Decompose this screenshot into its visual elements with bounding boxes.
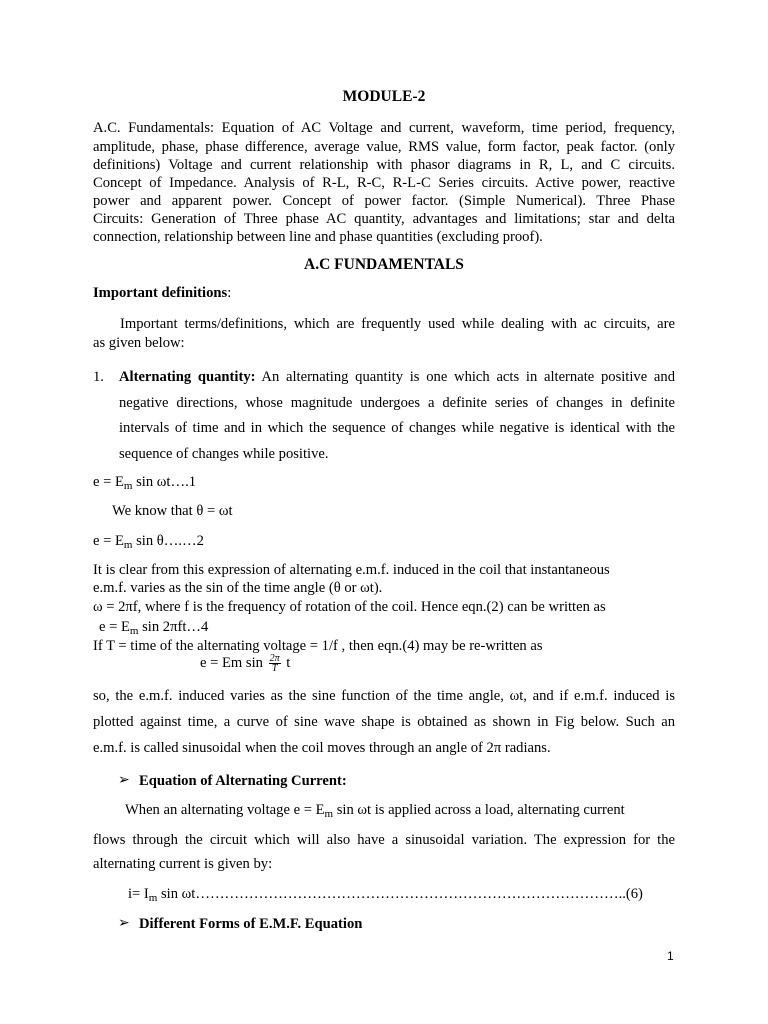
equation-subscript: m xyxy=(123,539,133,551)
definition-first-line xyxy=(119,369,675,386)
important-definitions-suffix: : xyxy=(227,285,232,301)
equation-rhs: sin ωt….1 xyxy=(132,474,197,490)
definition-text: An alternating quantity is one which acts in alternate positive and xyxy=(255,369,676,385)
intro-line: as given below: xyxy=(93,335,185,351)
equation-subscript: m xyxy=(324,808,334,820)
intro-line: Important terms/definitions, which are frequently used while dealing with ac circuits, are xyxy=(120,316,675,332)
syllabus-line: Concept of Impedance. Analysis of R-L, R-C, R-L-C Series circuits. Active power, reactive xyxy=(93,175,675,191)
period-line: If T = time of the alternating voltage = 1/f , then eqn.(4) may be re-written as xyxy=(93,638,543,654)
equation-rhs: sin ωt……………………………………………………………………………..(6) xyxy=(157,886,643,902)
definition-line: intervals of time and in which the sequence of changes while negative is identical with the xyxy=(119,420,675,436)
page-number: 1 xyxy=(667,949,674,963)
bullet-arrow-icon: ➢ xyxy=(118,916,130,931)
sine-line: e.m.f. is called sinusoidal when the coil moves through an angle of 2π radians. xyxy=(93,740,551,756)
subsection-heading-current: Equation of Alternating Current: xyxy=(139,773,347,789)
equation-lhs: e = E xyxy=(93,474,124,490)
section-title: A.C FUNDAMENTALS xyxy=(304,256,464,273)
definition-number: 1. xyxy=(93,369,104,385)
equation-4 xyxy=(99,619,208,637)
syllabus-line: power and apparent power. Concept of power factor. (Simple Numerical). Three Phase xyxy=(93,193,675,209)
equation-rhs: sin θ….…2 xyxy=(132,533,204,549)
bullet-arrow-icon: ➢ xyxy=(118,773,130,788)
definition-term: Alternating quantity: xyxy=(119,369,256,385)
fraction-denominator: T xyxy=(271,663,278,674)
equation-lhs: i= I xyxy=(128,886,149,902)
sine-line: plotted against time, a curve of sine wave shape is obtained as shown in Fig below. Such an xyxy=(93,714,675,730)
subsection-heading-forms: Different Forms of E.M.F. Equation xyxy=(139,916,363,932)
equation-6 xyxy=(128,886,643,904)
equation-rhs: sin 2πft…4 xyxy=(138,619,209,635)
definition-line: negative directions, whose magnitude undergoes a definite series of changes in definite xyxy=(119,395,675,411)
module-title: MODULE-2 xyxy=(342,88,426,105)
equation-rewritten xyxy=(200,654,290,673)
syllabus-line: amplitude, phase, phase difference, average value, RMS value, form factor, peak factor. (only xyxy=(93,139,675,155)
syllabus-line: Circuits: Generation of Three phase AC quantity, advantages and limitations; star and delta xyxy=(93,211,675,227)
fraction-numerator: 2π xyxy=(269,653,280,664)
equation-lhs: e = Em sin xyxy=(200,654,267,671)
equation-1 xyxy=(93,474,196,492)
important-definitions-label: Important definitions xyxy=(93,285,228,301)
equation-lhs: e = E xyxy=(93,533,124,549)
fraction xyxy=(269,654,281,673)
equation-rhs: t xyxy=(282,654,291,671)
current-line: alternating current is given by: xyxy=(93,856,273,872)
equation-lhs: e = E xyxy=(99,619,130,635)
definition-line: sequence of changes while positive. xyxy=(119,446,329,462)
equation-subscript: m xyxy=(148,892,158,904)
current-text: When an alternating voltage e = E xyxy=(125,802,325,818)
current-line: flows through the circuit which will also have a sinusoidal variation. The expression for the xyxy=(93,832,675,848)
explanation-line: ω = 2πf, where f is the frequency of rotation of the coil. Hence eqn.(2) can be written as xyxy=(93,599,606,615)
equation-2 xyxy=(93,533,204,551)
syllabus-line: connection, relationship between line and phase quantities (excluding proof). xyxy=(93,229,543,245)
syllabus-line: A.C. Fundamentals: Equation of AC Voltage and current, waveform, time period, frequency, xyxy=(93,120,675,136)
important-definitions-heading xyxy=(93,285,231,302)
explanation-line: e.m.f. varies as the sin of the time angle (θ or ωt). xyxy=(93,580,383,596)
theta-relation: We know that θ = ωt xyxy=(112,503,233,519)
equation-subscript: m xyxy=(129,625,139,637)
explanation-line: It is clear from this expression of alternating e.m.f. induced in the coil that instantaneous xyxy=(93,562,610,578)
sine-line: so, the e.m.f. induced varies as the sine function of the time angle, ωt, and if e.m.f. induced is xyxy=(93,688,675,704)
equation-subscript: m xyxy=(123,480,133,492)
current-line xyxy=(125,802,625,820)
syllabus-line: definitions) Voltage and current relationship with phasor diagrams in R, L, and C circuits. xyxy=(93,157,675,173)
current-text: sin ωt is applied across a load, alternating current xyxy=(333,802,625,818)
